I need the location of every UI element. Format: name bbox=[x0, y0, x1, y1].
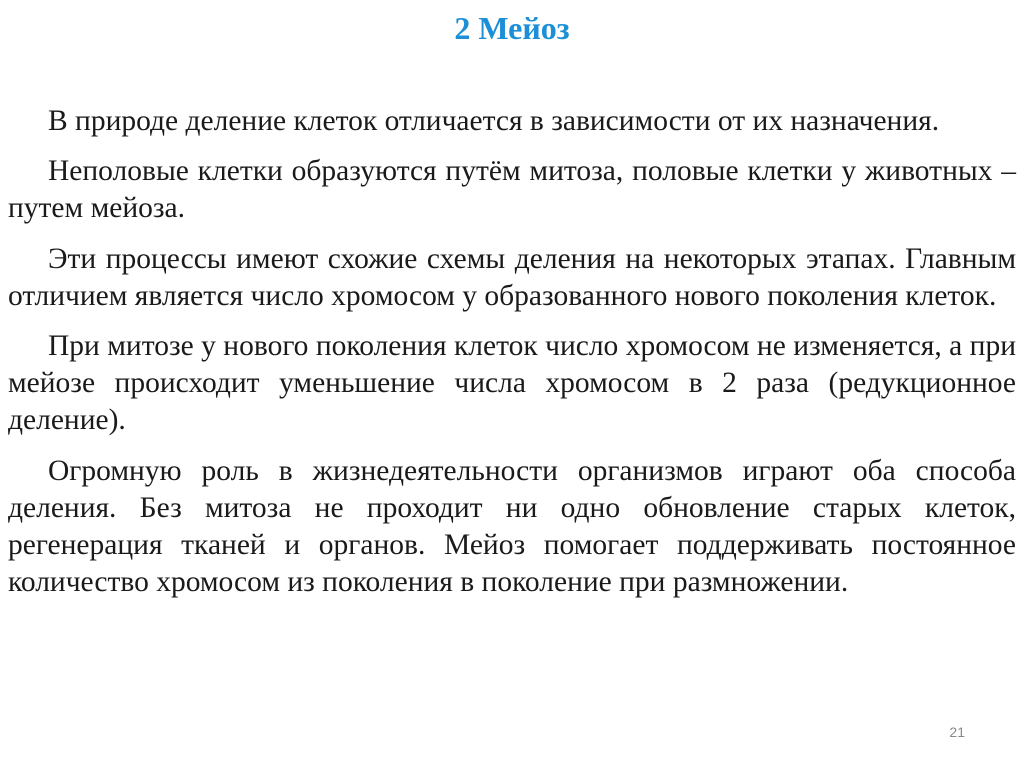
slide-title: 2 Мейоз bbox=[454, 10, 570, 46]
slide-body bbox=[8, 103, 1016, 614]
page-number: 21 bbox=[949, 724, 965, 740]
paragraph-4: При митозе у нового поколения клеток число хромосом не изменяется, а при мейозе происходит уменьшение числа хромосом в 2 раза (редукционное деление). bbox=[8, 330, 1016, 437]
paragraph-2: Неполовые клетки образуются путём митоза, половые клетки у животных – путем мейоза. bbox=[8, 155, 1016, 225]
paragraph-5: Огромную роль в жизнедеятельности организмов играют оба способа деления. Без митоза не проходит ни одно обновление старых клеток, регенерация тканей и органов. Мейоз помогает поддерживать постоянное количество хромосом из поколения в поколение при размножении. bbox=[8, 454, 1016, 599]
paragraph-3: Эти процессы имеют схожие схемы деления на некоторых этапах. Главным отличием является число хромосом у образованного нового поколения клеток. bbox=[8, 242, 1016, 312]
paragraph-1: В природе деление клеток отличается в зависимости от их назначения. bbox=[48, 105, 940, 137]
